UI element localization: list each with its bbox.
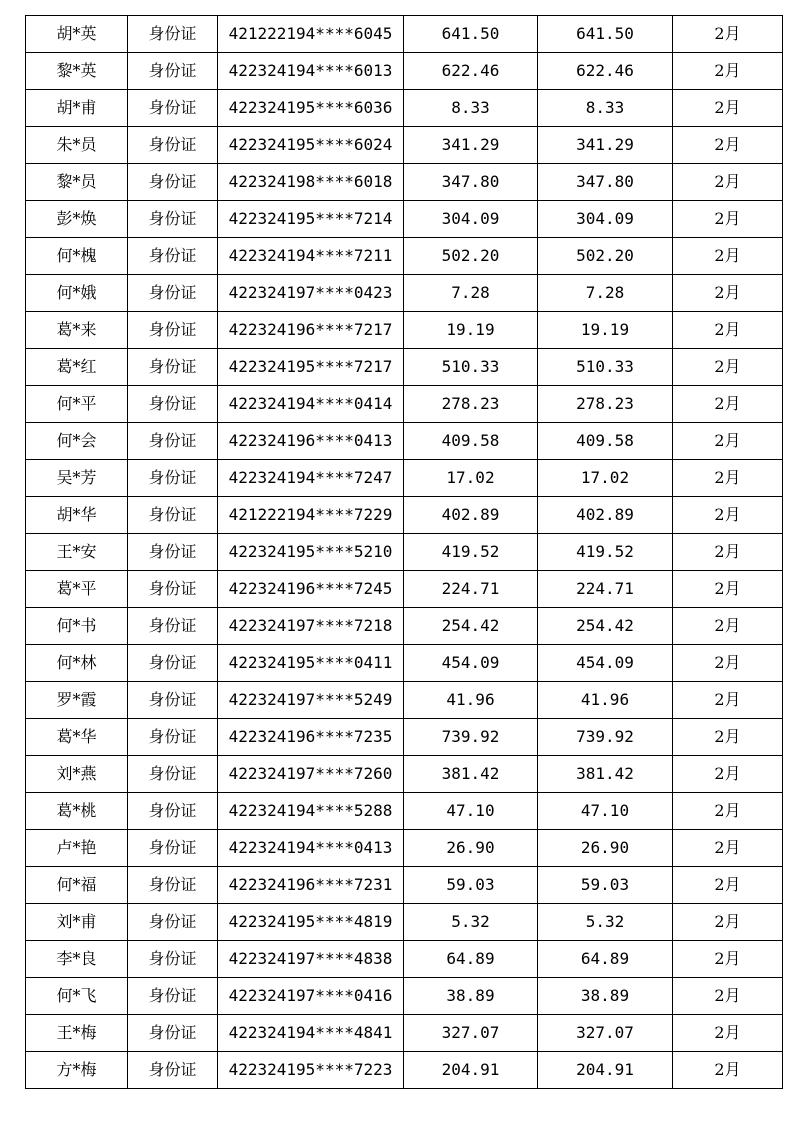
cell-month: 2月 [673, 164, 783, 201]
cell-id-type: 身份证 [128, 386, 218, 423]
cell-id-type: 身份证 [128, 275, 218, 312]
cell-id-number: 422324194****0414 [218, 386, 404, 423]
cell-name: 刘*燕 [26, 756, 128, 793]
cell-paid-amount: 59.03 [538, 867, 673, 904]
table-row [26, 571, 783, 608]
table-row [26, 423, 783, 460]
cell-id-type: 身份证 [128, 201, 218, 238]
cell-paid-amount: 19.19 [538, 312, 673, 349]
cell-id-type: 身份证 [128, 682, 218, 719]
cell-id-type: 身份证 [128, 497, 218, 534]
cell-id-number: 422324194****7247 [218, 460, 404, 497]
cell-id-type: 身份证 [128, 978, 218, 1015]
cell-id-number: 422324197****7218 [218, 608, 404, 645]
table-row [26, 719, 783, 756]
cell-amount: 5.32 [404, 904, 538, 941]
cell-month: 2月 [673, 53, 783, 90]
cell-paid-amount: 41.96 [538, 682, 673, 719]
cell-amount: 38.89 [404, 978, 538, 1015]
cell-month: 2月 [673, 645, 783, 682]
cell-id-number: 422324194****4841 [218, 1015, 404, 1052]
cell-amount: 402.89 [404, 497, 538, 534]
cell-paid-amount: 224.71 [538, 571, 673, 608]
cell-month: 2月 [673, 312, 783, 349]
cell-id-type: 身份证 [128, 904, 218, 941]
cell-id-type: 身份证 [128, 756, 218, 793]
cell-id-type: 身份证 [128, 460, 218, 497]
table-row [26, 645, 783, 682]
cell-month: 2月 [673, 867, 783, 904]
cell-paid-amount: 409.58 [538, 423, 673, 460]
cell-amount: 41.96 [404, 682, 538, 719]
table-row [26, 941, 783, 978]
subsidy-table [25, 15, 783, 1089]
cell-paid-amount: 47.10 [538, 793, 673, 830]
cell-id-type: 身份证 [128, 312, 218, 349]
cell-month: 2月 [673, 534, 783, 571]
cell-month: 2月 [673, 127, 783, 164]
cell-amount: 17.02 [404, 460, 538, 497]
table-body [26, 16, 783, 1089]
cell-month: 2月 [673, 201, 783, 238]
table-row [26, 682, 783, 719]
cell-month: 2月 [673, 1015, 783, 1052]
cell-amount: 59.03 [404, 867, 538, 904]
cell-id-type: 身份证 [128, 719, 218, 756]
cell-month: 2月 [673, 756, 783, 793]
cell-month: 2月 [673, 830, 783, 867]
cell-name: 何*书 [26, 608, 128, 645]
cell-month: 2月 [673, 682, 783, 719]
table-row [26, 164, 783, 201]
cell-id-type: 身份证 [128, 90, 218, 127]
cell-name: 罗*霞 [26, 682, 128, 719]
cell-month: 2月 [673, 90, 783, 127]
cell-id-number: 422324195****7217 [218, 349, 404, 386]
cell-id-type: 身份证 [128, 53, 218, 90]
cell-id-type: 身份证 [128, 830, 218, 867]
cell-month: 2月 [673, 423, 783, 460]
cell-month: 2月 [673, 238, 783, 275]
cell-paid-amount: 17.02 [538, 460, 673, 497]
table-row [26, 904, 783, 941]
cell-name: 吴*芳 [26, 460, 128, 497]
cell-amount: 454.09 [404, 645, 538, 682]
cell-month: 2月 [673, 460, 783, 497]
cell-id-number: 421222194****6045 [218, 16, 404, 53]
cell-month: 2月 [673, 904, 783, 941]
cell-amount: 64.89 [404, 941, 538, 978]
cell-id-type: 身份证 [128, 164, 218, 201]
cell-id-type: 身份证 [128, 867, 218, 904]
cell-name: 方*梅 [26, 1052, 128, 1089]
table-row [26, 90, 783, 127]
cell-paid-amount: 341.29 [538, 127, 673, 164]
cell-name: 黎*员 [26, 164, 128, 201]
cell-id-number: 422324195****0411 [218, 645, 404, 682]
cell-name: 葛*来 [26, 312, 128, 349]
cell-paid-amount: 402.89 [538, 497, 673, 534]
cell-id-number: 422324196****0413 [218, 423, 404, 460]
cell-paid-amount: 8.33 [538, 90, 673, 127]
cell-amount: 7.28 [404, 275, 538, 312]
cell-amount: 502.20 [404, 238, 538, 275]
table-row [26, 53, 783, 90]
cell-id-type: 身份证 [128, 645, 218, 682]
cell-month: 2月 [673, 16, 783, 53]
table-row [26, 867, 783, 904]
cell-month: 2月 [673, 608, 783, 645]
cell-id-type: 身份证 [128, 16, 218, 53]
table-row [26, 386, 783, 423]
cell-amount: 204.91 [404, 1052, 538, 1089]
cell-id-number: 422324197****5249 [218, 682, 404, 719]
cell-name: 葛*红 [26, 349, 128, 386]
table-row [26, 127, 783, 164]
cell-amount: 510.33 [404, 349, 538, 386]
cell-name: 王*安 [26, 534, 128, 571]
cell-id-number: 422324197****0423 [218, 275, 404, 312]
cell-amount: 341.29 [404, 127, 538, 164]
table-row [26, 349, 783, 386]
cell-month: 2月 [673, 719, 783, 756]
cell-month: 2月 [673, 941, 783, 978]
cell-id-number: 422324196****7231 [218, 867, 404, 904]
cell-id-number: 422324194****5288 [218, 793, 404, 830]
table-row [26, 1015, 783, 1052]
cell-id-type: 身份证 [128, 1052, 218, 1089]
cell-amount: 304.09 [404, 201, 538, 238]
cell-id-type: 身份证 [128, 238, 218, 275]
cell-id-number: 422324195****6036 [218, 90, 404, 127]
cell-month: 2月 [673, 793, 783, 830]
cell-id-number: 422324195****4819 [218, 904, 404, 941]
cell-amount: 8.33 [404, 90, 538, 127]
cell-id-number: 422324195****6024 [218, 127, 404, 164]
cell-id-number: 422324197****7260 [218, 756, 404, 793]
cell-amount: 47.10 [404, 793, 538, 830]
cell-paid-amount: 304.09 [538, 201, 673, 238]
cell-month: 2月 [673, 497, 783, 534]
cell-id-number: 422324196****7245 [218, 571, 404, 608]
cell-month: 2月 [673, 349, 783, 386]
table-row [26, 312, 783, 349]
cell-id-type: 身份证 [128, 534, 218, 571]
cell-paid-amount: 454.09 [538, 645, 673, 682]
cell-name: 何*平 [26, 386, 128, 423]
cell-name: 刘*甫 [26, 904, 128, 941]
cell-id-number: 422324194****7211 [218, 238, 404, 275]
table-row [26, 201, 783, 238]
cell-paid-amount: 381.42 [538, 756, 673, 793]
cell-paid-amount: 38.89 [538, 978, 673, 1015]
cell-month: 2月 [673, 1052, 783, 1089]
cell-name: 葛*华 [26, 719, 128, 756]
cell-paid-amount: 254.42 [538, 608, 673, 645]
cell-month: 2月 [673, 978, 783, 1015]
cell-id-type: 身份证 [128, 1015, 218, 1052]
cell-amount: 278.23 [404, 386, 538, 423]
cell-month: 2月 [673, 386, 783, 423]
cell-id-number: 422324197****4838 [218, 941, 404, 978]
cell-month: 2月 [673, 571, 783, 608]
cell-amount: 19.19 [404, 312, 538, 349]
cell-paid-amount: 64.89 [538, 941, 673, 978]
cell-id-number: 422324195****5210 [218, 534, 404, 571]
cell-id-type: 身份证 [128, 793, 218, 830]
cell-paid-amount: 739.92 [538, 719, 673, 756]
cell-name: 卢*艳 [26, 830, 128, 867]
table-row [26, 238, 783, 275]
cell-paid-amount: 622.46 [538, 53, 673, 90]
cell-id-number: 422324195****7223 [218, 1052, 404, 1089]
cell-name: 黎*英 [26, 53, 128, 90]
table-row [26, 497, 783, 534]
cell-name: 葛*平 [26, 571, 128, 608]
cell-name: 何*福 [26, 867, 128, 904]
cell-id-type: 身份证 [128, 571, 218, 608]
cell-month: 2月 [673, 275, 783, 312]
cell-paid-amount: 26.90 [538, 830, 673, 867]
cell-amount: 739.92 [404, 719, 538, 756]
cell-id-type: 身份证 [128, 941, 218, 978]
cell-paid-amount: 502.20 [538, 238, 673, 275]
cell-name: 何*飞 [26, 978, 128, 1015]
cell-paid-amount: 510.33 [538, 349, 673, 386]
cell-amount: 26.90 [404, 830, 538, 867]
cell-paid-amount: 419.52 [538, 534, 673, 571]
cell-amount: 347.80 [404, 164, 538, 201]
cell-name: 王*梅 [26, 1015, 128, 1052]
cell-name: 胡*华 [26, 497, 128, 534]
table-row [26, 830, 783, 867]
cell-amount: 254.42 [404, 608, 538, 645]
cell-name: 葛*桃 [26, 793, 128, 830]
cell-id-number: 422324196****7217 [218, 312, 404, 349]
table-row [26, 275, 783, 312]
table-row [26, 756, 783, 793]
cell-name: 何*林 [26, 645, 128, 682]
table-row [26, 793, 783, 830]
cell-amount: 409.58 [404, 423, 538, 460]
cell-name: 何*娥 [26, 275, 128, 312]
table-row [26, 460, 783, 497]
cell-amount: 327.07 [404, 1015, 538, 1052]
cell-paid-amount: 347.80 [538, 164, 673, 201]
cell-name: 胡*英 [26, 16, 128, 53]
cell-amount: 419.52 [404, 534, 538, 571]
cell-amount: 641.50 [404, 16, 538, 53]
cell-name: 何*会 [26, 423, 128, 460]
cell-name: 何*槐 [26, 238, 128, 275]
cell-id-type: 身份证 [128, 127, 218, 164]
table-row [26, 534, 783, 571]
table-row [26, 978, 783, 1015]
table-row [26, 608, 783, 645]
cell-id-number: 422324198****6018 [218, 164, 404, 201]
cell-paid-amount: 278.23 [538, 386, 673, 423]
cell-paid-amount: 204.91 [538, 1052, 673, 1089]
cell-paid-amount: 327.07 [538, 1015, 673, 1052]
cell-name: 彭*焕 [26, 201, 128, 238]
cell-id-number: 421222194****7229 [218, 497, 404, 534]
cell-paid-amount: 5.32 [538, 904, 673, 941]
cell-id-number: 422324196****7235 [218, 719, 404, 756]
cell-paid-amount: 641.50 [538, 16, 673, 53]
cell-paid-amount: 7.28 [538, 275, 673, 312]
cell-id-type: 身份证 [128, 608, 218, 645]
table-row [26, 16, 783, 53]
cell-amount: 622.46 [404, 53, 538, 90]
cell-id-number: 422324194****0413 [218, 830, 404, 867]
cell-amount: 224.71 [404, 571, 538, 608]
cell-id-number: 422324194****6013 [218, 53, 404, 90]
cell-id-number: 422324195****7214 [218, 201, 404, 238]
cell-id-number: 422324197****0416 [218, 978, 404, 1015]
cell-id-type: 身份证 [128, 423, 218, 460]
table-row [26, 1052, 783, 1089]
cell-name: 李*良 [26, 941, 128, 978]
cell-id-type: 身份证 [128, 349, 218, 386]
cell-name: 朱*员 [26, 127, 128, 164]
cell-amount: 381.42 [404, 756, 538, 793]
cell-name: 胡*甫 [26, 90, 128, 127]
